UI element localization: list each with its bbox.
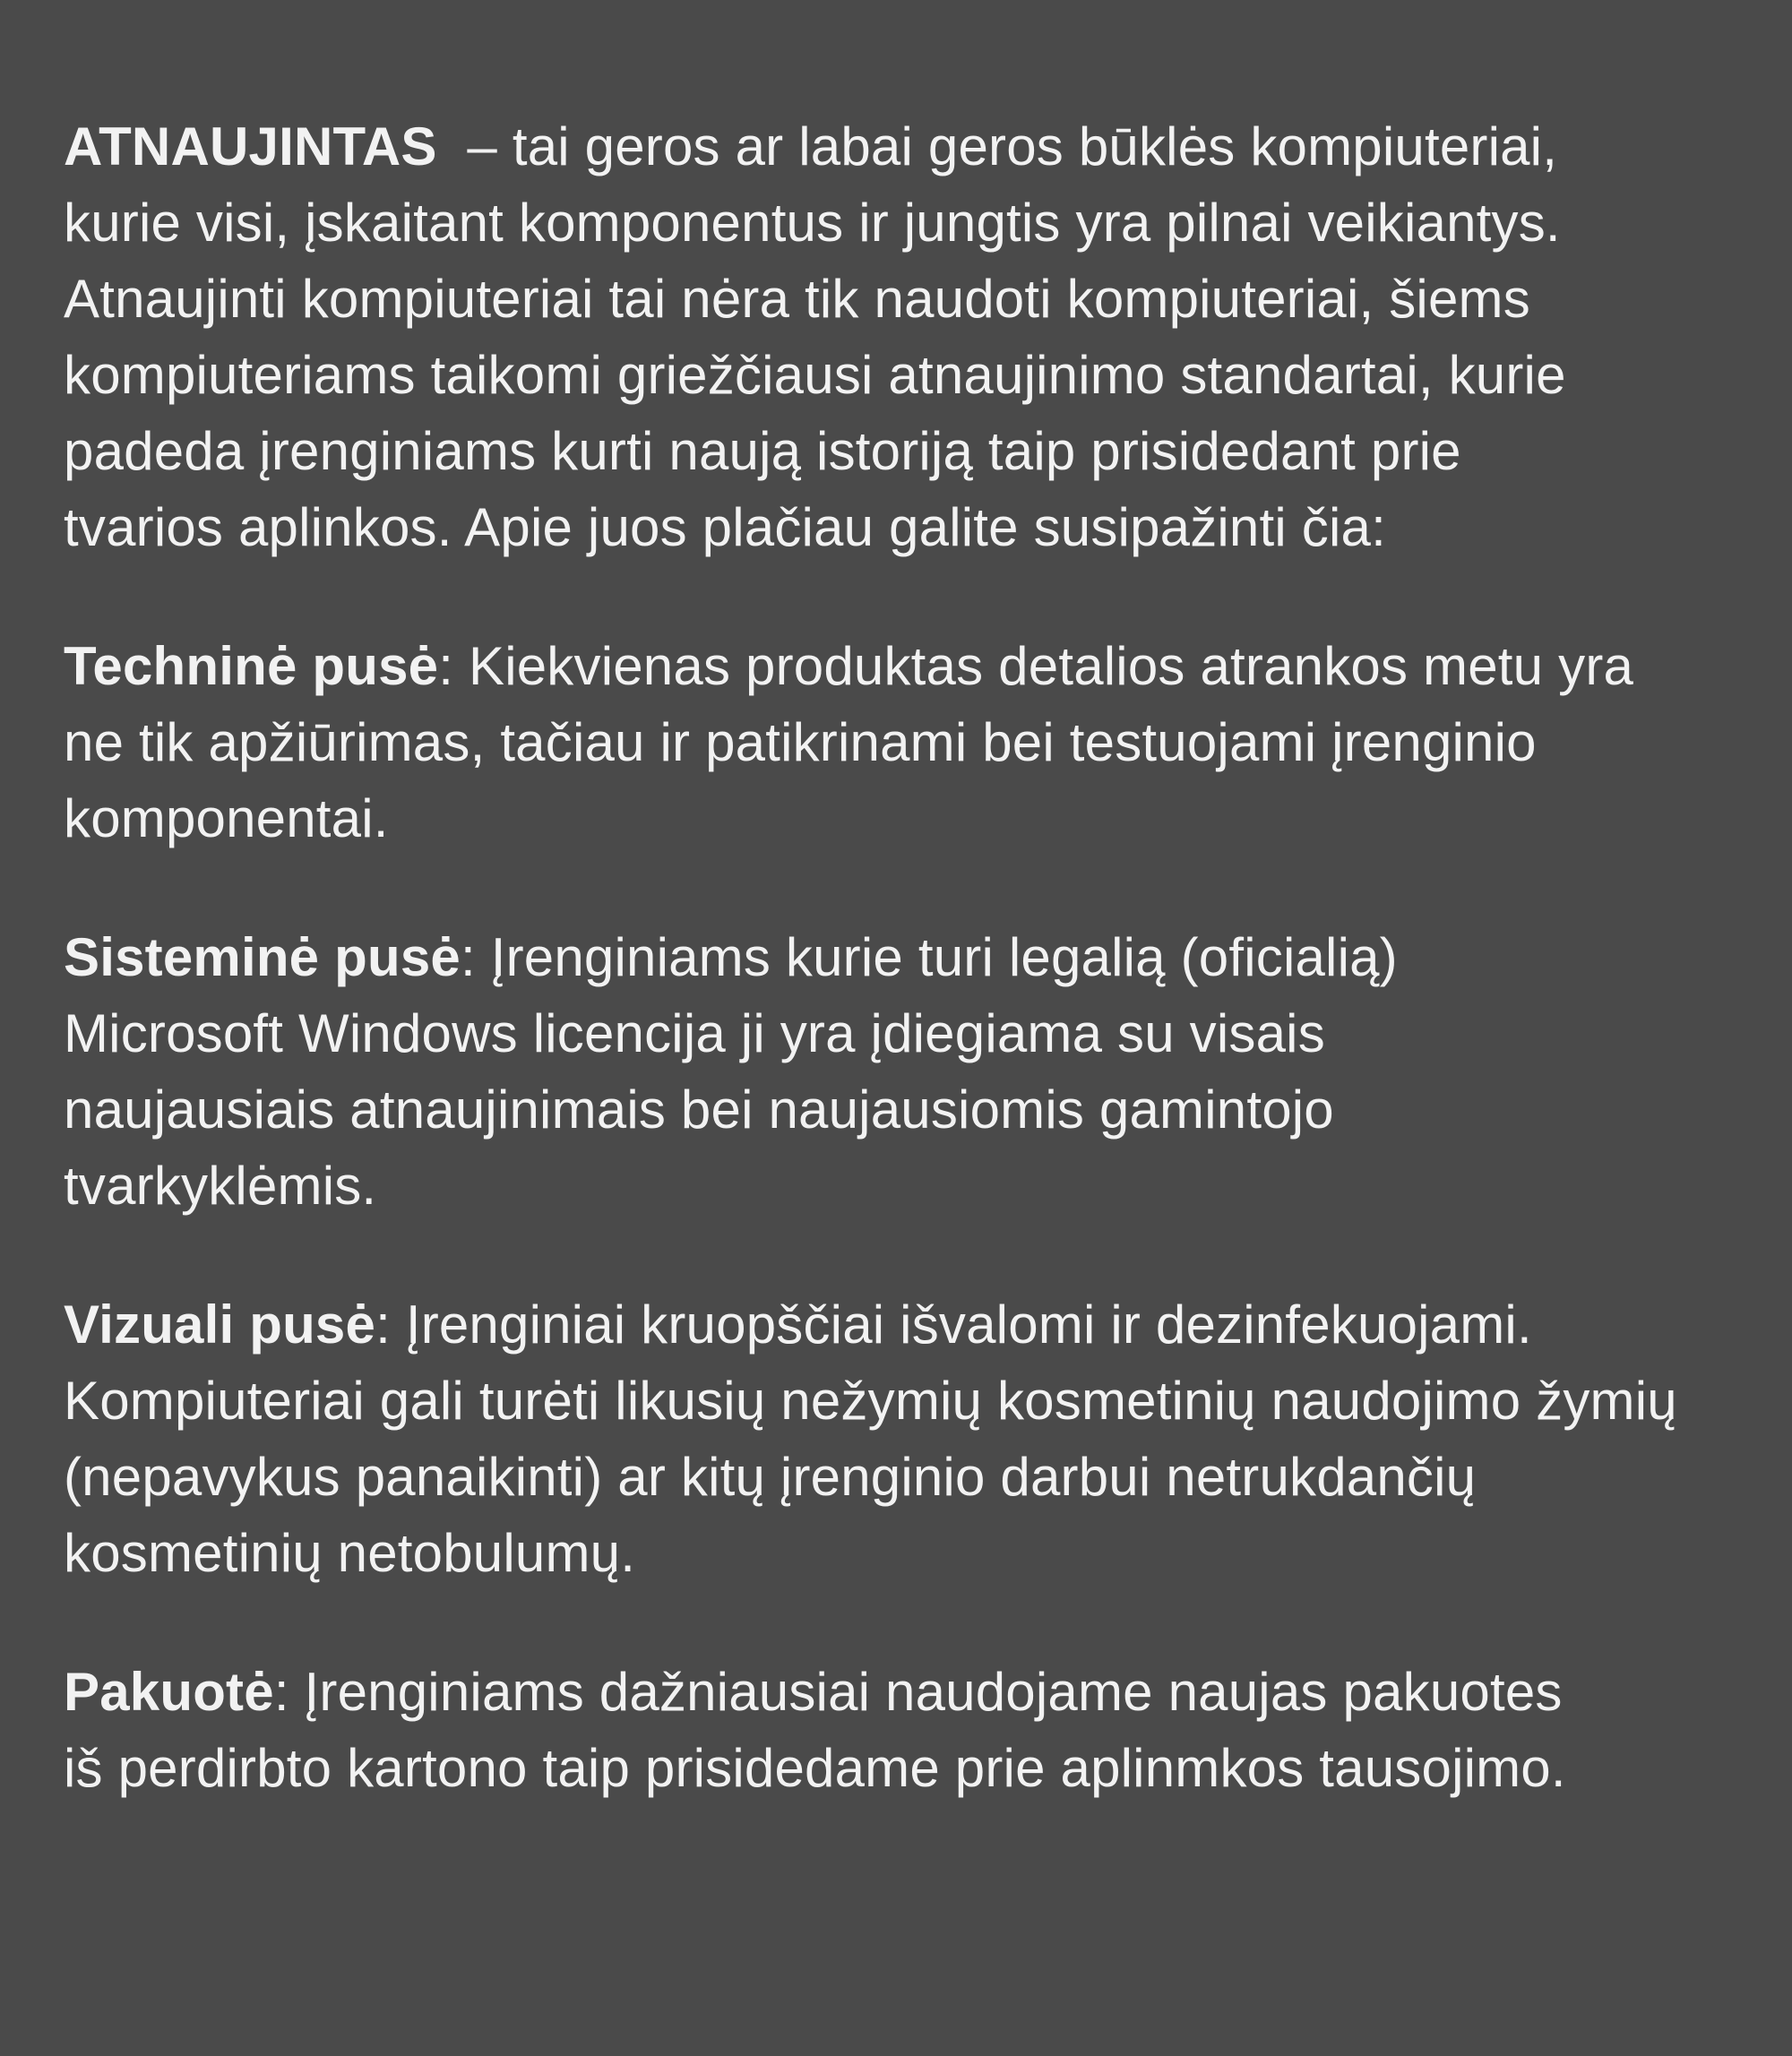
text-line: ne tik apžiūrimas, tačiau ir patikrinami bei testuojami įrenginio (64, 712, 1537, 772)
text-line: kurie visi, įskaitant komponentus ir jungtis yra pilnai veikiantys. (64, 193, 1561, 253)
section-heading-atnaujintas: ATNAUJINTAS (64, 116, 437, 176)
text-line: naujausiais atnaujinimais bei naujausiomis gamintojo (64, 1080, 1334, 1140)
section-heading-technine: Techninė pusė (64, 636, 439, 696)
section-heading-sistemine: Sisteminė pusė (64, 927, 461, 987)
text-line: tvarkyklėmis. (64, 1156, 377, 1216)
paragraph-technine-puse (64, 628, 1765, 856)
text-line: iš perdirbto kartono taip prisidedame prie aplinmkos tausojimo. (64, 1738, 1566, 1798)
heading-suffix-text: : Įrenginiams kurie turi legalią (oficialią) (460, 927, 1398, 987)
section-heading-vizuali: Vizuali pusė (64, 1295, 376, 1355)
paragraph-sistemine-puse (64, 919, 1765, 1224)
text-line (64, 1286, 1765, 1363)
text-line: kompiuteriams taikomi griežčiausi atnaujinimo standartai, kurie (64, 345, 1566, 405)
paragraph-vizuali-puse (64, 1286, 1765, 1591)
text-line: Atnaujinti kompiuteriai tai nėra tik naudoti kompiuteriai, šiems (64, 269, 1530, 329)
text-line: padeda įrenginiams kurti naują istoriją taip prisidedant prie (64, 421, 1461, 481)
text-line: kosmetinių netobulumų. (64, 1523, 636, 1583)
heading-suffix-text: : Įrenginiams dažniausiai naudojame naujas pakuotes (273, 1662, 1563, 1722)
text-line: komponentai. (64, 788, 389, 848)
text-line: Kompiuteriai gali turėti likusių nežymių kosmetinių naudojimo žymių (64, 1371, 1677, 1431)
text-line: Microsoft Windows licencija ji yra įdiegiama su visais (64, 1003, 1325, 1063)
text-line (64, 1654, 1765, 1730)
heading-suffix-text: : Kiekvienas produktas detalios atrankos metu yra (438, 636, 1634, 696)
text-line: (nepavykus panaikinti) ar kitų įrenginio darbui netrukdančių (64, 1447, 1477, 1507)
section-heading-pakuote: Pakuotė (64, 1662, 274, 1722)
paragraph-atnaujintas (64, 108, 1765, 565)
text-line (64, 108, 1765, 185)
text-line (64, 919, 1765, 995)
text-line: tvarios aplinkos. Apie juos plačiau galite susipažinti čia: (64, 497, 1386, 557)
text-line (64, 628, 1765, 704)
paragraph-pakuote (64, 1654, 1765, 1806)
heading-suffix-text: : Įrenginiai kruopščiai išvalomi ir dezinfekuojami. (375, 1295, 1532, 1355)
heading-suffix-text: – tai geros ar labai geros būklės kompiuteriai, (436, 116, 1558, 176)
